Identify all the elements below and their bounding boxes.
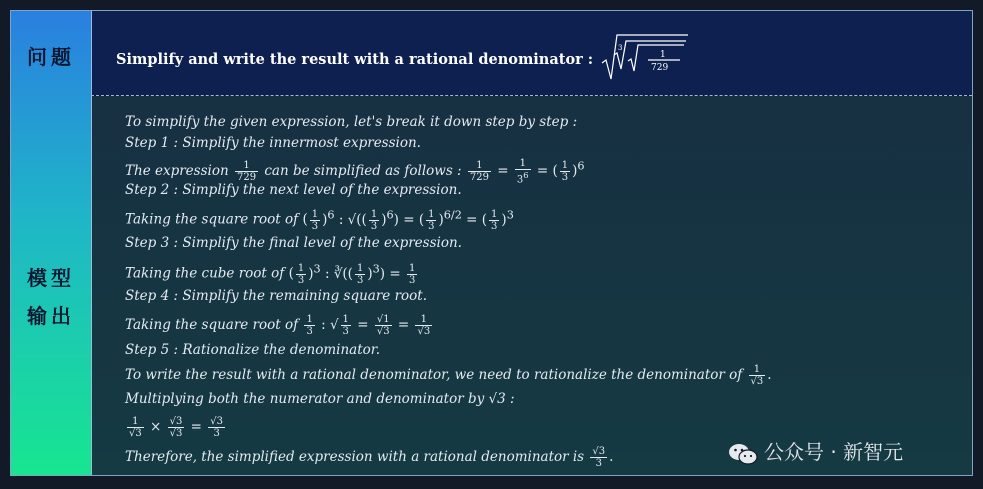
line-step2: Step 2 : Simplify the next level of the expression. bbox=[125, 182, 462, 198]
answer-label-line1: 模型 bbox=[27, 266, 75, 290]
line-rationalize: To write the result with a rational denominator, we need to rationalize the denominator of $\frac{1}{√3}$ . bbox=[125, 364, 772, 387]
line-cuberoot: Taking the cube root of ( $\frac{1}{3}$ )$^3$ : ∛(( $\frac{1}{3}$ )$^3$) = $\frac{1}{3}$ bbox=[125, 262, 416, 286]
answer-panel bbox=[92, 96, 972, 475]
line-expression: The expression $\frac{1}{729}$ can be simplified as follows : $\frac{1}{729}$ = $\frac{1}{3^6}$ = ( $\frac{1}{3}$ )$^6$ bbox=[125, 158, 585, 186]
wechat-icon bbox=[728, 443, 758, 465]
watermark-text: 公众号 · 新智元 bbox=[764, 440, 904, 464]
watermark bbox=[728, 436, 903, 465]
line-sqrt-a: Taking the square root of bbox=[125, 211, 299, 228]
line-step1: Step 1 : Simplify the innermost expression. bbox=[125, 135, 421, 151]
label-column bbox=[11, 11, 91, 475]
line-conclusion-a: Therefore, the simplified expression with a rational denominator is bbox=[125, 449, 585, 465]
line-rationalize-a: To write the result with a rational denominator, we need to rationalize the denominator of bbox=[125, 367, 743, 383]
fraction: $\frac{1}{729}$ bbox=[236, 160, 257, 184]
line-sqrt: Taking the square root of ( $\frac{1}{3}$ )$^6$ : √(( $\frac{1}{3}$ )$^6$) = ( $\frac{1}{3}$ )$^{6/2}$ = ( $\frac{1}{3}$ )$^3$ bbox=[125, 208, 514, 232]
question-row bbox=[92, 11, 972, 95]
question-math-expression bbox=[600, 33, 690, 83]
line-conclusion: Therefore, the simplified expression with a rational denominator is $\frac{√3}{3}$ . bbox=[125, 446, 614, 469]
line-cuberoot-a: Taking the cube root of bbox=[125, 265, 285, 282]
line-step5: Step 5 : Rationalize the denominator. bbox=[125, 342, 381, 358]
line-step3: Step 3 : Simplify the final level of the expression. bbox=[125, 235, 462, 251]
line-sqrt-remaining: Taking the square root of $\frac{1}{3}$ : √ $\frac{1}{3}$ = $\frac{√1}{√3}$ = $\frac{1}{√3}$ bbox=[125, 314, 431, 337]
question-label: 问题 bbox=[27, 45, 75, 69]
line-multiplying: Multiplying both the numerator and denominator by √3 : bbox=[125, 391, 515, 407]
line-sqrt-remaining-a: Taking the square root of bbox=[125, 317, 299, 333]
line-expression-a: The expression bbox=[125, 163, 229, 180]
qa-card bbox=[10, 10, 973, 476]
svg-text:1: 1 bbox=[660, 50, 666, 60]
svg-text:3: 3 bbox=[618, 44, 623, 52]
line-expression-b: can be simplified as follows : bbox=[264, 163, 462, 180]
line-step4: Step 4 : Simplify the remaining square root. bbox=[125, 288, 427, 304]
line-multiply-expression: $\frac{1}{√3}$ × $\frac{√3}{√3}$ = $\frac{√3}{3}$ bbox=[129, 416, 224, 439]
answer-label bbox=[11, 259, 91, 335]
svg-text:729: 729 bbox=[651, 63, 669, 73]
answer-label-line2: 输出 bbox=[27, 304, 75, 328]
line-intro: To simplify the given expression, let's break it down step by step : bbox=[125, 114, 578, 130]
question-text: Simplify and write the result with a rational denominator : bbox=[116, 51, 594, 68]
